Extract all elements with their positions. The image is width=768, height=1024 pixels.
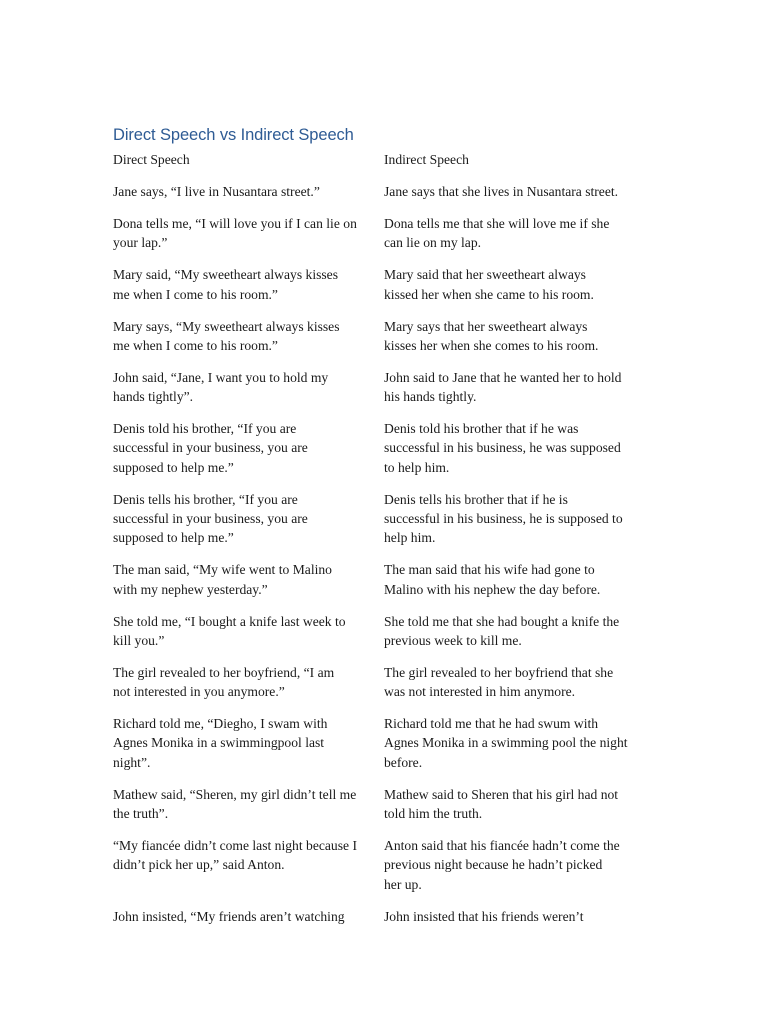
document-title: Direct Speech vs Indirect Speech — [113, 126, 354, 144]
direct-speech-text: Denis told his brother, “If you are successful in your business, you are supposed to help me.” — [113, 421, 308, 475]
speech-pair-row — [113, 560, 653, 599]
speech-pair-row — [113, 317, 653, 356]
speech-pair-row — [113, 265, 653, 304]
direct-speech-text: John insisted, “My friends aren’t watching — [113, 908, 345, 924]
speech-pair-row — [113, 214, 653, 253]
indirect-speech-text: Anton said that his fiancée hadn’t come the previous night because he hadn’t picked her up. — [384, 837, 620, 892]
speech-pair-row — [113, 419, 653, 477]
speech-pair-row — [113, 907, 653, 926]
speech-pair-row — [113, 612, 653, 651]
indirect-speech-text: John insisted that his friends weren’t — [384, 908, 584, 924]
direct-speech-text: She told me, “I bought a knife last week to kill you.” — [113, 613, 346, 648]
direct-speech-text: Dona tells me, “I will love you if I can lie on your lap.” — [113, 215, 357, 251]
indirect-speech-text: John said to Jane that he wanted her to hold his hands tightly. — [384, 369, 622, 405]
direct-speech-text: Richard told me, “Diegho, I swam with Agnes Monika in a swimmingpool last night”. — [113, 716, 328, 770]
document-page — [113, 124, 653, 939]
speech-pair-row — [113, 368, 653, 407]
indirect-speech-text: Denis tells his brother that if he is successful in his business, he is supposed to help him. — [384, 491, 623, 546]
indirect-speech-text: The girl revealed to her boyfriend that she was not interested in him anymore. — [384, 664, 614, 700]
indirect-speech-text: She told me that she had bought a knife the previous week to kill me. — [384, 613, 620, 648]
direct-speech-text: Mary says, “My sweetheart always kisses me when I come to his room.” — [113, 318, 340, 353]
speech-pair-row — [113, 490, 653, 548]
column-header-row — [113, 150, 653, 169]
direct-speech-text: Mary said, “My sweetheart always kisses me when I come to his room.” — [113, 267, 338, 302]
indirect-speech-text: Richard told me that he had swum with Agnes Monika in a swimming pool the night before. — [384, 716, 628, 770]
speech-pair-row — [113, 714, 653, 772]
direct-speech-text: “My fiancée didn’t come last night because I didn’t pick her up,” said Anton. — [113, 837, 357, 873]
direct-speech-header: Direct Speech — [113, 152, 190, 167]
direct-speech-text: Denis tells his brother, “If you are successful in your business, you are supposed to help me.” — [113, 491, 308, 546]
speech-pair-row — [113, 182, 653, 201]
indirect-speech-text: Dona tells me that she will love me if she can lie on my lap. — [384, 215, 610, 251]
direct-speech-text: The man said, “My wife went to Malino with my nephew yesterday.” — [113, 562, 332, 597]
speech-pairs-list — [113, 182, 653, 926]
speech-pair-row — [113, 663, 653, 702]
indirect-speech-text: Mathew said to Sheren that his girl had not told him the truth. — [384, 786, 619, 821]
indirect-speech-text: Mary said that her sweetheart always kissed her when she came to his room. — [384, 267, 594, 302]
direct-speech-text: Jane says, “I live in Nusantara street.” — [113, 183, 320, 199]
direct-speech-text: Mathew said, “Sheren, my girl didn’t tell me the truth”. — [113, 786, 357, 821]
direct-speech-text: John said, “Jane, I want you to hold my hands tightly”. — [113, 369, 329, 405]
speech-pair-row — [113, 836, 653, 894]
indirect-speech-text: Mary says that her sweetheart always kisses her when she comes to his room. — [384, 318, 599, 353]
speech-pair-row — [113, 785, 653, 824]
indirect-speech-text: Denis told his brother that if he was successful in his business, he was supposed to help him. — [384, 421, 621, 475]
indirect-speech-header: Indirect Speech — [384, 152, 469, 167]
indirect-speech-text: The man said that his wife had gone to Malino with his nephew the day before. — [384, 562, 601, 597]
direct-speech-text: The girl revealed to her boyfriend, “I am not interested in you anymore.” — [113, 664, 335, 700]
indirect-speech-text: Jane says that she lives in Nusantara street. — [384, 183, 619, 199]
